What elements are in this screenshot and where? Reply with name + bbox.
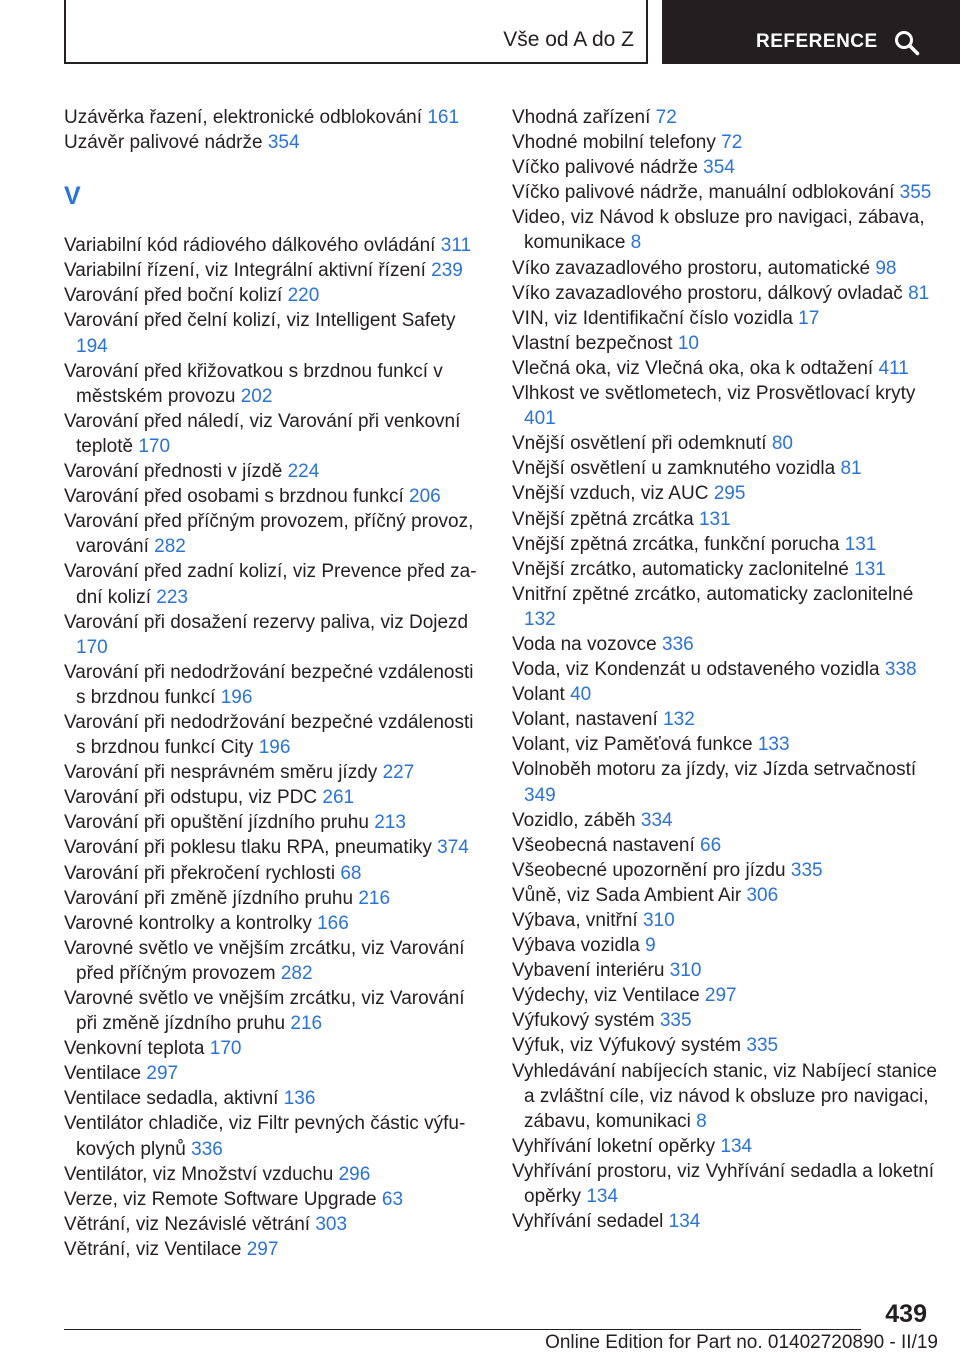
index-entry <box>64 835 484 860</box>
entry-text: Vyhřívání loketní opěrky <box>512 1135 716 1157</box>
page-link[interactable]: 355 <box>899 182 932 204</box>
page-link[interactable]: 134 <box>668 1211 701 1233</box>
page-link[interactable]: 8 <box>630 232 642 254</box>
index-entry <box>64 484 484 509</box>
page-link[interactable]: 216 <box>358 887 391 909</box>
entry-text: Varování před zadní kolizí, viz Prevence před zadní kolizí <box>64 561 477 608</box>
letter-heading: V <box>64 182 81 211</box>
entry-text: Verze, viz Remote Software Upgrade <box>64 1188 377 1210</box>
index-entry <box>512 858 942 883</box>
index-entry <box>64 710 484 760</box>
entry-text: Volnoběh motoru za jízdy, viz Jízda setrvačností <box>512 759 917 781</box>
page-link[interactable]: 161 <box>427 107 460 128</box>
page-link[interactable]: 310 <box>642 910 675 931</box>
page-link[interactable]: 170 <box>76 636 108 658</box>
entry-text: Vyhledávání nabíjecích stanic, viz Nabíjecí stanice a zvláštní cíle, viz návod k obsluze pro navigaci, zábavu, komunikaci <box>512 1060 937 1132</box>
page-link[interactable]: 296 <box>338 1163 371 1185</box>
index-entry <box>512 682 942 707</box>
page-link[interactable]: 196 <box>220 686 253 708</box>
page-link[interactable]: 335 <box>746 1035 779 1057</box>
index-entry <box>512 958 942 983</box>
entry-text: Varování při změně jízdního pruhu <box>64 887 354 909</box>
index-entry <box>512 532 942 557</box>
index-entry <box>64 785 484 810</box>
index-entry <box>512 331 942 356</box>
entry-text: Větrání, viz Nezávislé větrání <box>64 1213 311 1235</box>
entry-text: Video, viz Návod k obsluze pro navigaci, zábava, komunikace <box>512 207 925 254</box>
index-entry <box>64 810 484 835</box>
page-link[interactable]: 213 <box>374 812 406 834</box>
entry-text: Voda, viz Kondenzát u odstaveného vozidla <box>512 659 880 681</box>
index-entry <box>64 359 484 409</box>
entry-text: Varovné kontrolky a kontrolky <box>64 912 312 934</box>
index-entry <box>64 308 484 358</box>
entry-text: Vnější osvětlení u zamknutého vozidla <box>512 458 836 480</box>
page-link[interactable]: 239 <box>431 260 463 282</box>
page-link[interactable]: 216 <box>290 1013 323 1035</box>
entry-text: Varování při nedodržování bezpečné vzdálenosti s brzdnou funkcí <box>64 661 474 708</box>
page-link[interactable]: 10 <box>677 332 699 354</box>
page-link[interactable]: 335 <box>790 859 823 881</box>
chapter-label: REFERENCE <box>756 31 878 52</box>
index-entry <box>512 1134 942 1159</box>
index-entry <box>64 660 484 710</box>
index-entry <box>512 557 942 582</box>
index-entry <box>512 632 942 657</box>
entry-text: Varování při poklesu tlaku RPA, pneumatiky <box>64 837 432 859</box>
section-tab <box>64 0 648 64</box>
page-link[interactable]: 297 <box>146 1063 179 1085</box>
entry-text: Varování před křižovatkou s brzdnou funkcí v městském provozu <box>64 360 443 407</box>
page-link[interactable]: 132 <box>663 709 695 731</box>
search-icon <box>894 30 920 56</box>
index-entry <box>64 1111 484 1161</box>
page-link[interactable]: 166 <box>317 912 349 934</box>
entry-text: Varování při odstupu, viz PDC <box>64 787 318 809</box>
index-entry <box>512 205 942 255</box>
page-link[interactable]: 297 <box>704 985 737 1007</box>
page-link[interactable]: 72 <box>721 132 743 154</box>
page-link[interactable]: 170 <box>209 1038 242 1060</box>
index-column-right <box>512 105 942 1234</box>
entry-text: Vnější zpětná zrcátka <box>512 508 694 530</box>
entry-text: Varování při nesprávném směru jízdy <box>64 762 378 784</box>
entry-text: Volant, nastavení <box>512 709 658 731</box>
page-link[interactable]: 66 <box>700 834 722 856</box>
page-link[interactable]: 170 <box>138 435 171 457</box>
entry-text: Varování při překročení rychlosti <box>64 862 336 884</box>
page-link[interactable]: 374 <box>437 837 469 859</box>
page-link[interactable]: 81 <box>908 282 930 304</box>
index-entry <box>64 1237 484 1262</box>
page-link[interactable]: 354 <box>267 132 300 154</box>
entry-text: Víko zavazadlového prostoru, automatické <box>512 257 871 279</box>
entry-text: Vlastní bezpečnost <box>512 332 673 354</box>
index-entry <box>64 130 484 155</box>
index-entry <box>512 1033 942 1058</box>
page-link[interactable]: 401 <box>524 408 556 430</box>
index-entry <box>512 130 942 155</box>
entry-text: Výdechy, viz Ventilace <box>512 985 700 1007</box>
entry-text: Vyhřívání sedadel <box>512 1211 664 1233</box>
index-entry <box>64 509 484 559</box>
index-entry <box>64 409 484 459</box>
index-entry <box>64 1212 484 1237</box>
index-entry <box>64 559 484 609</box>
page-link[interactable]: 131 <box>698 508 731 530</box>
page-link[interactable]: 306 <box>746 884 779 906</box>
page-link[interactable]: 334 <box>640 809 673 831</box>
page-link[interactable]: 310 <box>669 960 702 982</box>
index-entry <box>64 886 484 911</box>
page-link[interactable]: 224 <box>287 461 320 483</box>
index-entry <box>512 582 942 632</box>
page-link[interactable]: 282 <box>154 536 186 558</box>
index-entry <box>512 1059 942 1134</box>
index-entry <box>512 381 942 431</box>
entry-text: Víčko palivové nádrže <box>512 157 698 179</box>
index-entry <box>512 833 942 858</box>
entry-text: Varování před příčným provozem, příčný provoz, varování <box>64 511 474 558</box>
page-link[interactable]: 202 <box>240 385 273 407</box>
page-link[interactable]: 227 <box>382 762 415 784</box>
entry-text: Vnitřní zpětné zrcátko, automaticky zaclonitelné <box>512 583 914 605</box>
page-link[interactable]: 131 <box>854 558 886 580</box>
index-entry <box>512 657 942 682</box>
entry-text: Všeobecné upozornění pro jízdu <box>512 859 786 881</box>
entry-text: Víko zavazadlového prostoru, dálkový ovladač <box>512 282 903 304</box>
entry-text: Varovné světlo ve vnějším zrcátku, viz Varování před příčným provozem <box>64 937 465 984</box>
entry-text: Výbava, vnitřní <box>512 910 638 931</box>
footer-divider <box>64 1329 861 1330</box>
entry-text: Varování přednosti v jízdě <box>64 461 283 483</box>
index-entry <box>512 933 942 958</box>
page-link[interactable]: 132 <box>524 608 556 630</box>
entry-text: Varování při nedodržování bezpečné vzdálenosti s brzdnou funkcí City <box>64 711 474 759</box>
page-link[interactable]: 338 <box>884 659 917 681</box>
index-column-left <box>64 105 484 1262</box>
index-entry <box>64 233 484 258</box>
index-entry <box>512 908 942 933</box>
page-link[interactable]: 133 <box>757 734 790 756</box>
page-link[interactable]: 40 <box>570 684 592 706</box>
index-entry <box>64 1036 484 1061</box>
page-link[interactable]: 17 <box>798 307 820 329</box>
page-link[interactable]: 9 <box>645 935 656 957</box>
entry-text: Volant <box>512 684 565 706</box>
page-link[interactable]: 206 <box>409 486 441 508</box>
entry-text: Vnější osvětlení při odemknutí <box>512 433 767 455</box>
entry-text: Volant, viz Paměťová funkce <box>512 734 753 756</box>
entry-text: VIN, viz Identifikační číslo vozidla <box>512 307 793 329</box>
entry-text: Varování při dosažení rezervy paliva, viz Dojezd <box>64 611 469 633</box>
page-link[interactable]: 134 <box>720 1135 753 1157</box>
entry-text: Vlečná oka, viz Vlečná oka, oka k odtažení <box>512 357 874 379</box>
page-link[interactable]: 196 <box>258 737 291 759</box>
index-entry <box>64 861 484 886</box>
entry-text: Všeobecná nastavení <box>512 834 695 856</box>
entry-text: Vybavení interiéru <box>512 960 665 982</box>
entry-text: Uzávěrka řazení, elektronické odblokování <box>64 107 423 128</box>
index-entry <box>64 760 484 785</box>
index-entry <box>512 507 942 532</box>
section-title: Vše od A do Z <box>503 28 634 51</box>
page-link[interactable]: 295 <box>713 483 746 505</box>
index-entry <box>64 1162 484 1187</box>
page-link[interactable]: 81 <box>840 458 862 480</box>
entry-text: Vnější vzduch, viz AUC <box>512 483 709 505</box>
entry-text: Víčko palivové nádrže, manuální odblokování <box>512 182 895 204</box>
entry-text: Vozidlo, záběh <box>512 809 636 831</box>
entry-text: Varování při opuštění jízdního pruhu <box>64 812 369 834</box>
edition-note: Online Edition for Part no. 01402720890 - II/19 <box>545 1332 938 1353</box>
page-link[interactable]: 63 <box>381 1188 404 1210</box>
entry-text: Ventilátor, viz Množství vzduchu <box>64 1163 334 1185</box>
entry-text: Výfukový systém <box>512 1010 655 1032</box>
entry-text: Varování před náledí, viz Varování při venkovní teplotě <box>64 410 461 457</box>
index-entry <box>64 911 484 936</box>
index-entry <box>64 1187 484 1212</box>
entry-text: Vhodná zařízení <box>512 107 651 128</box>
page-link[interactable]: 335 <box>659 1010 692 1032</box>
page-link[interactable]: 72 <box>655 107 677 128</box>
entry-text: Větrání, viz Ventilace <box>64 1238 242 1260</box>
index-entry <box>512 883 942 908</box>
page-link[interactable]: 349 <box>524 784 556 806</box>
index-entry <box>64 283 484 308</box>
page-link[interactable]: 8 <box>696 1110 707 1132</box>
page-link[interactable]: 194 <box>76 335 108 357</box>
entry-text: Ventilace <box>64 1063 142 1085</box>
entry-text: Variabilní řízení, viz Integrální aktivní řízení <box>64 260 426 282</box>
index-entry <box>64 610 484 660</box>
entry-text: Vnější zrcátko, automaticky zaclonitelné <box>512 558 849 580</box>
index-entry <box>512 180 942 205</box>
index-entry <box>512 256 942 281</box>
page-link[interactable]: 303 <box>315 1213 348 1235</box>
index-entry <box>64 459 484 484</box>
entry-text: Varování před boční kolizí <box>64 285 283 307</box>
entry-text: Vnější zpětná zrcátka, funkční porucha <box>512 533 840 555</box>
entry-text: Venkovní teplota <box>64 1038 205 1060</box>
index-entry <box>512 1209 942 1234</box>
index-entry <box>512 155 942 180</box>
entry-text: Výbava vozidla <box>512 935 640 957</box>
index-entry <box>512 456 942 481</box>
page-link[interactable]: 223 <box>156 586 188 608</box>
index-entry <box>64 258 484 283</box>
index-entry <box>512 1008 942 1033</box>
entry-text: Ventilátor chladiče, viz Filtr pevných částic výfukových plynů <box>64 1113 466 1160</box>
index-entry <box>64 105 484 130</box>
entry-text: Vlhkost ve světlometech, viz Prosvětlovací kryty <box>512 383 916 405</box>
index-entry <box>512 1159 942 1209</box>
index-entry <box>512 356 942 381</box>
index-entry <box>512 808 942 833</box>
index-entry <box>512 983 942 1008</box>
entry-text: Varovné světlo ve vnějším zrcátku, viz Varování při změně jízdního pruhu <box>64 988 465 1035</box>
page-link[interactable]: 354 <box>703 157 735 179</box>
page-link[interactable]: 131 <box>844 533 877 555</box>
page-link[interactable]: 68 <box>340 862 362 884</box>
entry-text: Vyhřívání prostoru, viz Vyhřívání sedadla a loketní opěrky <box>512 1160 935 1208</box>
page-link[interactable]: 311 <box>440 235 472 257</box>
entries-before-letter <box>64 105 484 155</box>
index-entry <box>512 757 942 807</box>
page-link[interactable]: 261 <box>322 787 355 809</box>
entry-text: Variabilní kód rádiového dálkového ovládání <box>64 235 436 257</box>
page-link[interactable]: 297 <box>246 1238 279 1260</box>
index-entry <box>512 431 942 456</box>
page-link[interactable]: 98 <box>875 257 897 279</box>
page-link[interactable]: 411 <box>878 357 909 379</box>
page-link[interactable]: 134 <box>586 1186 619 1208</box>
index-entry <box>512 306 942 331</box>
entries-letter-v <box>64 233 484 1262</box>
page-link[interactable]: 336 <box>662 633 694 655</box>
entry-text: Varování před osobami s brzdnou funkcí <box>64 486 404 508</box>
entry-text: Varování před čelní kolizí, viz Intelligent Safety <box>64 310 456 332</box>
reference-bar[interactable] <box>662 0 960 64</box>
page-link[interactable]: 336 <box>191 1138 223 1160</box>
index-entry <box>64 1061 484 1086</box>
index-entry <box>512 732 942 757</box>
entry-text: Výfuk, viz Výfukový systém <box>512 1035 742 1057</box>
page-link[interactable]: 220 <box>287 285 320 307</box>
index-entry <box>512 481 942 506</box>
index-entry <box>64 936 484 986</box>
entry-text: Vůně, viz Sada Ambient Air <box>512 884 742 906</box>
index-entry <box>64 986 484 1036</box>
entry-text: Vhodné mobilní telefony <box>512 132 716 154</box>
index-entry <box>64 1086 484 1111</box>
page-link[interactable]: 282 <box>280 962 313 984</box>
page-link[interactable]: 80 <box>771 433 793 455</box>
entry-text: Uzávěr palivové nádrže <box>64 132 263 154</box>
page-link[interactable]: 136 <box>283 1088 316 1110</box>
entry-text: Voda na vozovce <box>512 633 657 655</box>
index-entry <box>512 105 942 130</box>
page-number: 439 <box>885 1300 927 1328</box>
entry-text: Ventilace sedadla, aktivní <box>64 1088 279 1110</box>
index-entry <box>512 281 942 306</box>
index-entry <box>512 707 942 732</box>
entries-right <box>512 105 942 1234</box>
